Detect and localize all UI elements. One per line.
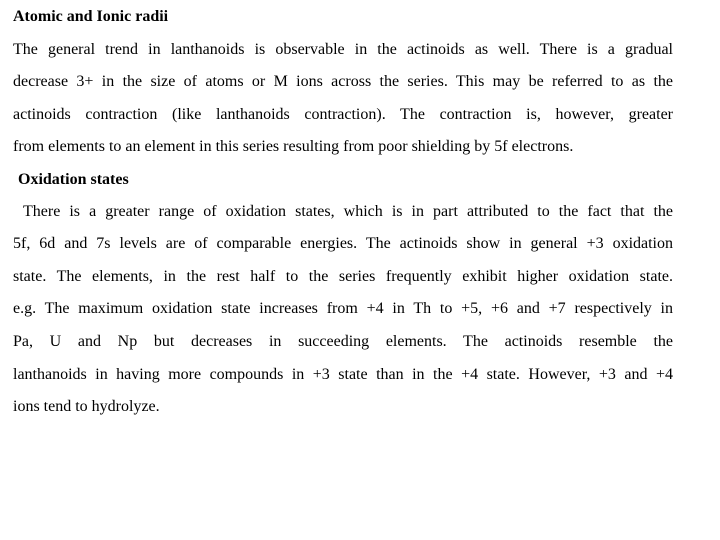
paragraph-line: state. The elements, in the rest half to the series frequently exhibit higher oxidation state. xyxy=(13,268,673,285)
paragraph-line: e.g. The maximum oxidation state increases from +4 in Th to +5, +6 and +7 respectively in xyxy=(13,300,673,317)
heading-oxidation-states: Oxidation states xyxy=(18,171,129,188)
paragraph-line: decrease 3+ in the size of atoms or M ions across the series. This may be referred to as the xyxy=(13,73,673,90)
paragraph-line: from elements to an element in this series resulting from poor shielding by 5f electrons. xyxy=(13,138,574,155)
heading-atomic-ionic-radii: Atomic and Ionic radii xyxy=(13,8,169,25)
paragraph-line: Pa, U and Np but decreases in succeeding elements. The actinoids resemble the xyxy=(13,333,673,350)
paragraph-line: The general trend in lanthanoids is observable in the actinoids as well. There is a gradual xyxy=(13,41,673,58)
paragraph-line: ions tend to hydrolyze. xyxy=(13,398,160,415)
paragraph-line: There is a greater range of oxidation states, which is in part attributed to the fact that the xyxy=(23,203,673,220)
paragraph-line: lanthanoids in having more compounds in +3 state than in the +4 state. However, +3 and +4 xyxy=(13,366,673,383)
paragraph-line: actinoids contraction (like lanthanoids contraction). The contraction is, however, greater xyxy=(13,106,673,123)
paragraph-line: 5f, 6d and 7s levels are of comparable energies. The actinoids show in general +3 oxidation xyxy=(13,235,673,252)
